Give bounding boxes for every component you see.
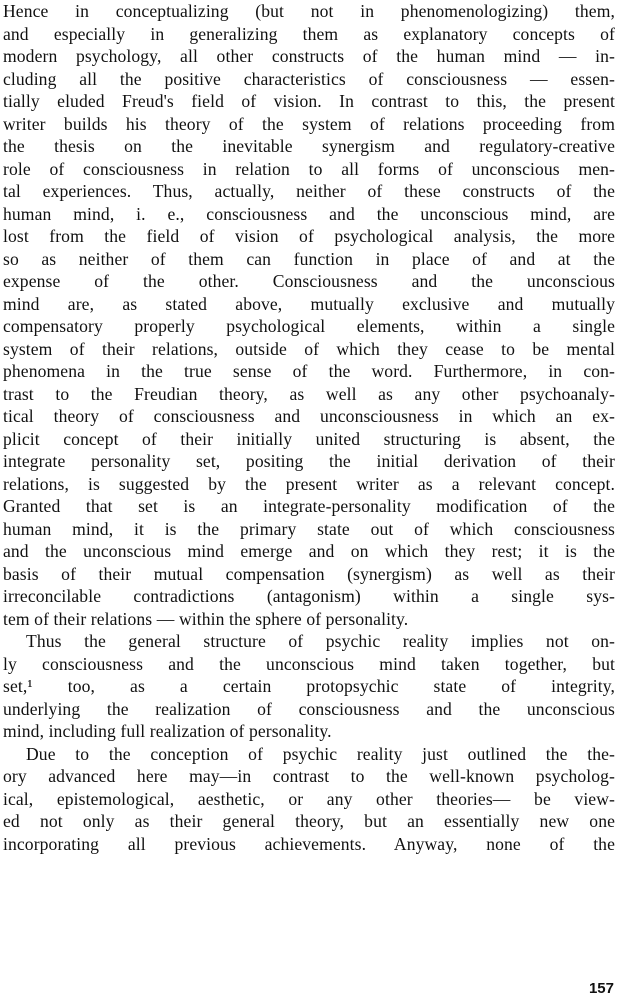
text-line: modern psychology, all other constructs of the human mind — in- bbox=[3, 46, 615, 66]
text-line: and especially in generalizing them as explanatory concepts of bbox=[3, 23, 615, 44]
text-line: role of consciousness in relation to all forms of unconscious men- bbox=[3, 158, 615, 179]
text-line: compensatory properly psychological elements, within a single bbox=[3, 316, 615, 336]
text-line: set,¹ too, as a certain protopsychic state of integrity, bbox=[3, 676, 615, 696]
text-line: human mind, i. e., consciousness and the unconscious mind, are bbox=[3, 203, 615, 224]
text-line: expense of the other. Consciousness and the unconscious bbox=[3, 271, 615, 291]
text-line: Thus the general structure of psychic reality implies not on- bbox=[26, 631, 615, 651]
text-line: tem of their relations — within the sphere of personality. bbox=[3, 608, 409, 629]
text-line: tal experiences. Thus, actually, neither of these constructs of the bbox=[3, 181, 615, 201]
paragraph-1 bbox=[3, 0, 615, 630]
text-line: incorporating all previous achievements. Anyway, none of the bbox=[3, 833, 615, 854]
text-line: ly consciousness and the unconscious mind taken together, but bbox=[3, 653, 615, 674]
paragraph-3 bbox=[3, 743, 615, 856]
text-line: tical theory of consciousness and unconsciousness in which an ex- bbox=[3, 406, 615, 426]
text-line: Due to the conception of psychic reality just outlined the the- bbox=[26, 743, 615, 764]
text-line: system of their relations, outside of which they cease to be mental bbox=[3, 338, 615, 359]
page-number: 157 bbox=[588, 980, 614, 997]
text-line: and the unconscious mind emerge and on which they rest; it is the bbox=[3, 541, 615, 561]
text-line: ical, epistemological, aesthetic, or any other theories— be view- bbox=[3, 788, 615, 809]
text-line: underlying the realization of consciousness and the unconscious bbox=[3, 698, 615, 719]
text-line: cluding all the positive characteristics of consciousness — essen- bbox=[3, 68, 615, 89]
text-line: phenomena in the true sense of the word. Furthermore, in con- bbox=[3, 361, 615, 381]
text-line: mind, including full realization of personality. bbox=[3, 721, 332, 741]
body-text bbox=[3, 0, 615, 855]
text-line: irreconcilable contradictions (antagonism) within a single sys- bbox=[3, 586, 615, 606]
text-line: basis of their mutual compensation (synergism) as well as their bbox=[3, 563, 615, 584]
text-line: so as neither of them can function in place of and at the bbox=[3, 248, 615, 269]
text-line: ed not only as their general theory, but an essentially new one bbox=[3, 811, 615, 831]
text-line: the thesis on the inevitable synergism and regulatory-creative bbox=[3, 136, 615, 156]
text-line: trast to the Freudian theory, as well as any other psychoanaly- bbox=[3, 383, 615, 404]
text-line: lost from the field of vision of psychological analysis, the more bbox=[3, 226, 615, 246]
text-line: ory advanced here may—in contrast to the well-known psycholog- bbox=[3, 766, 615, 786]
text-line: integrate personality set, positing the initial derivation of their bbox=[3, 451, 615, 471]
text-line: relations, is suggested by the present writer as a relevant concept. bbox=[3, 473, 615, 494]
text-line: tially eluded Freud's field of vision. In contrast to this, the present bbox=[3, 91, 615, 111]
text-line: mind are, as stated above, mutually exclusive and mutually bbox=[3, 293, 615, 314]
text-line: plicit concept of their initially united structuring is absent, the bbox=[3, 428, 615, 449]
text-line: writer builds his theory of the system of relations proceeding from bbox=[3, 113, 615, 134]
text-line: Granted that set is an integrate-personality modification of the bbox=[3, 496, 615, 516]
text-line: Hence in conceptualizing (but not in phenomenologizing) them, bbox=[3, 1, 615, 21]
text-line: human mind, it is the primary state out of which consciousness bbox=[3, 518, 615, 539]
paragraph-2 bbox=[3, 630, 615, 743]
